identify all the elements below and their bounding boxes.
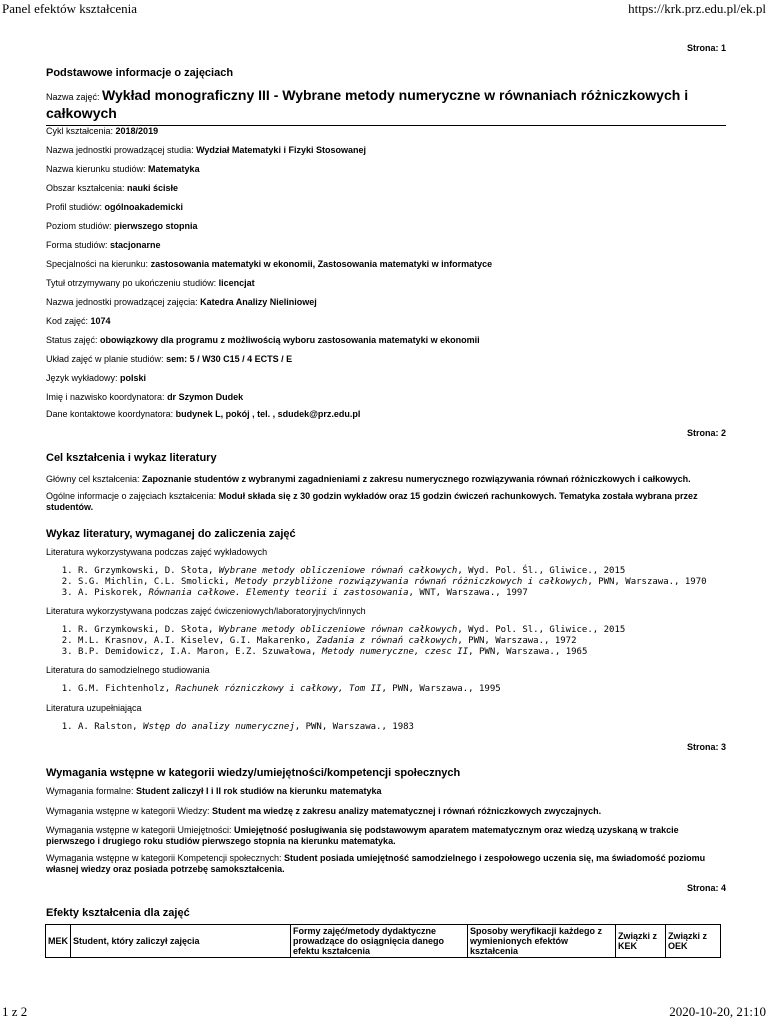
- field-label: Specjalności na kierunku:: [46, 259, 151, 269]
- literature-item: [78, 636, 625, 647]
- field-label: Wymagania wstępne w kategorii Kompetencji społecznych:: [46, 853, 285, 863]
- ref-title: Wybrane metody obliczeniowe równań całkowych: [218, 566, 458, 576]
- print-header: [2, 1, 766, 17]
- field-value: ogólnoakademicki: [104, 202, 184, 212]
- print-footer: [2, 1004, 766, 1020]
- course-title: Wykład monograficzny III - Wybrane metody numeryczne w równaniach różniczkowych i całkowych: [46, 87, 689, 121]
- literature-group-label: Literatura uzupełniająca: [46, 703, 142, 713]
- ref-title: Zadania z równań całkowych: [316, 636, 458, 646]
- print-page-count: 1 z 2: [2, 1004, 28, 1019]
- field-label: Nazwa jednostki prowadzącej zajęcia:: [46, 297, 201, 307]
- literature-item: [78, 577, 707, 588]
- literature-item: [78, 588, 707, 599]
- field-label: Forma studiów:: [46, 240, 111, 250]
- info-field: [46, 221, 726, 232]
- effects-table: [45, 924, 721, 958]
- col-verification: Sposoby weryfikacji każdego z wymienionych efektów kształcenia: [468, 925, 616, 958]
- field-label: Wymagania formalne:: [46, 786, 136, 796]
- section-heading: Efekty kształcenia dla zajęć: [46, 907, 190, 919]
- info-field: [46, 316, 726, 327]
- course-title-row: [46, 87, 726, 126]
- info-field: [46, 392, 726, 403]
- field-value: Student zaliczył I i II rok studiów na kierunku matematyka: [135, 786, 382, 796]
- col-oek: Związki z OEK: [666, 925, 721, 958]
- literature-list: [66, 625, 625, 658]
- section-heading: Wymagania wstępne w kategorii wiedzy/umiejętności/kompetencji społecznych: [46, 767, 461, 779]
- ref-authors: B.P. Demidowicz, I.A. Maron, E.Z. Szuwałowa,: [78, 647, 322, 657]
- literature-item: [78, 647, 625, 658]
- field-value: polski: [120, 373, 147, 383]
- field-value: budynek L, pokój , tel. , sdudek@prz.edu.pl: [175, 409, 361, 419]
- print-title: Panel efektów kształcenia: [2, 1, 137, 16]
- info-field: [46, 164, 726, 175]
- field-value: stacjonarne: [110, 240, 161, 250]
- field-value: Katedra Analizy Nieliniowej: [200, 297, 317, 307]
- literature-list: [66, 566, 707, 599]
- literature-item: [78, 722, 414, 733]
- field-value: Student ma wiedzę z zakresu analizy matematycznej i równań różniczkowych zwyczajnych.: [212, 806, 602, 816]
- field-label: Kod zajęć:: [46, 316, 91, 326]
- info-field: [46, 409, 726, 420]
- field-value: pierwszego stopnia: [114, 221, 198, 231]
- field-label: Język wykładowy:: [46, 373, 121, 383]
- ref-publisher: , PWN, Warszawa., 1995: [381, 684, 501, 694]
- ref-publisher: , Wyd. Pol. Śl., Gliwice., 2015: [457, 566, 626, 576]
- field-value: dr Szymon Dudek: [167, 392, 244, 402]
- field-label: Imię i nazwisko koordynatora:: [46, 392, 168, 402]
- field-label: Profil studiów:: [46, 202, 105, 212]
- ref-authors: R. Grzymkowski, D. Słota,: [78, 625, 219, 635]
- field-value: Matematyka: [148, 164, 200, 174]
- field-value: Moduł składa się z 30 godzin wykładów oraz 15 godzin ćwiczeń rachunkowych. Tematyka została wybrana przez studentów.: [46, 491, 698, 512]
- field-value: nauki ścisłe: [127, 183, 179, 193]
- ref-title: Wstęp do analizy numerycznej: [143, 722, 295, 732]
- info-field: [46, 126, 726, 137]
- field-value: Umiejętność posługiwania się podstawowym aparatem matematycznym oraz wiedzą uzyskaną w trakcie pierwszego i drugiego roku studiów pierwszego stopnia na kierunku matematyka.: [46, 825, 679, 846]
- table-header-row: [46, 925, 721, 958]
- literature-group-label: Literatura wykorzystywana podczas zajęć ćwiczeniowych/laboratoryjnych/innych: [46, 606, 366, 616]
- field-label: Główny cel kształcenia:: [46, 474, 143, 484]
- literature-group-label: Literatura wykorzystywana podczas zajęć wykładowych: [46, 547, 268, 557]
- field-label: Dane kontaktowe koordynatora:: [46, 409, 176, 419]
- page-marker: Strona: 4: [686, 883, 726, 893]
- ref-publisher: , WNT, Warszawa., 1997: [408, 588, 528, 598]
- field-value: obowiązkowy dla programu z możliwością wyboru zastosowania matematyki w ekonomii: [100, 335, 480, 345]
- info-field: [46, 491, 726, 513]
- field-label: Nazwa kierunku studiów:: [46, 164, 149, 174]
- literature-item: [78, 684, 501, 695]
- field-value: Wydział Matematyki i Fizyki Stosowanej: [196, 145, 366, 155]
- field-label: Nazwa jednostki prowadzącej studia:: [46, 145, 197, 155]
- requirement-field: [46, 806, 726, 817]
- info-field: [46, 202, 726, 213]
- field-label: Ogólne informacje o zajęciach kształcenia:: [46, 491, 219, 501]
- info-field: [46, 259, 726, 270]
- ref-publisher: , PWN, Warszawa., 1972: [457, 636, 577, 646]
- field-value: zastosowania matematyki w ekonomii, Zastosowania matematyki w informatyce: [150, 259, 493, 269]
- literature-heading: Wykaz literatury, wymaganej do zaliczenia zajęć: [46, 528, 296, 540]
- ref-authors: M.L. Krasnov, A.I. Kiselev, G.I. Makarenko,: [78, 636, 317, 646]
- field-value: Zapoznanie studentów z wybranymi zagadnieniami z zakresu numerycznego rozwiązywania równań różniczkowych i całkowych.: [142, 474, 691, 484]
- ref-authors: A. Piskorek,: [78, 588, 149, 598]
- ref-publisher: , PWN, Warszawa., 1965: [468, 647, 588, 657]
- info-field: [46, 183, 726, 194]
- page-marker: Strona: 1: [686, 43, 726, 53]
- field-label: Cykl kształcenia:: [46, 126, 116, 136]
- info-field: [46, 240, 726, 251]
- field-label: Poziom studiów:: [46, 221, 115, 231]
- page-marker: Strona: 2: [686, 428, 726, 438]
- ref-authors: S.G. Michlin, C.L. Smolicki,: [78, 577, 236, 587]
- ref-title: Rachunek rózniczkowy i całkowy, Tom II: [175, 684, 382, 694]
- course-title-label: Nazwa zajęć:: [46, 92, 103, 102]
- requirement-field: [46, 825, 726, 847]
- info-field: [46, 297, 726, 308]
- field-value: licencjat: [218, 278, 255, 288]
- literature-item: [78, 625, 625, 636]
- requirement-field: [46, 853, 726, 875]
- print-datetime: 2020-10-20, 21:10: [669, 1004, 766, 1019]
- col-student: Student, który zaliczył zajęcia: [71, 925, 291, 958]
- col-forms: Formy zajęć/metody dydaktyczne prowadzące do osiągnięcia danego efektu kształcenia: [291, 925, 468, 958]
- requirement-field: [46, 786, 726, 797]
- page-marker: Strona: 3: [686, 742, 726, 752]
- info-field: [46, 335, 726, 346]
- field-label: Obszar kształcenia:: [46, 183, 128, 193]
- col-kek: Związki z KEK: [616, 925, 666, 958]
- col-mek: MEK: [46, 925, 71, 958]
- field-label: Wymagania wstępne w kategorii Wiedzy:: [46, 806, 212, 816]
- info-field: [46, 373, 726, 384]
- ref-publisher: , PWN, Warszawa., 1970: [587, 577, 707, 587]
- field-label: Wymagania wstępne w kategorii Umiejętności:: [46, 825, 234, 835]
- field-value: sem: 5 / W30 C15 / 4 ECTS / E: [166, 354, 293, 364]
- field-label: Status zajęć:: [46, 335, 101, 345]
- ref-authors: A. Ralston,: [78, 722, 144, 732]
- literature-list: [66, 684, 501, 695]
- field-label: Układ zajęć w planie studiów:: [46, 354, 167, 364]
- section-heading: Podstawowe informacje o zajęciach: [46, 67, 234, 79]
- ref-authors: R. Grzymkowski, D. Słota,: [78, 566, 219, 576]
- literature-item: [78, 566, 707, 577]
- literature-list: [66, 722, 414, 733]
- field-label: Tytuł otrzymywany po ukończeniu studiów:: [46, 278, 219, 288]
- ref-authors: G.M. Fichtenholz,: [78, 684, 176, 694]
- ref-publisher: , Wyd. Pol. Sl., Gliwice., 2015: [457, 625, 626, 635]
- ref-title: Równania całkowe. Elementy teorii i zastosowania: [148, 588, 409, 598]
- section-heading: Cel kształcenia i wykaz literatury: [46, 452, 217, 464]
- ref-title: Metody przybliżone rozwiązywania równań różniczkowych i całkowych: [235, 577, 588, 587]
- info-field: [46, 145, 726, 156]
- field-value: 1074: [90, 316, 111, 326]
- ref-title: Metody numeryczne, czesc II: [321, 647, 469, 657]
- info-field: [46, 354, 726, 365]
- literature-group-label: Literatura do samodzielnego studiowania: [46, 665, 210, 675]
- info-field: [46, 278, 726, 289]
- print-url: https://krk.prz.edu.pl/ek.pl: [628, 1, 766, 16]
- goal-field: [46, 474, 726, 485]
- ref-title: Wybrane metody obliczeniowe równan całkowych: [218, 625, 458, 635]
- field-value: 2018/2019: [115, 126, 159, 136]
- ref-publisher: , PWN, Warszawa., 1983: [294, 722, 414, 732]
- field-value: Student posiada umiejętność samodzielnego i zespołowego uczenia się, ma świadomość poziomu własnej wiedzy oraz posiada potrzebę samokształcenia.: [46, 853, 706, 874]
